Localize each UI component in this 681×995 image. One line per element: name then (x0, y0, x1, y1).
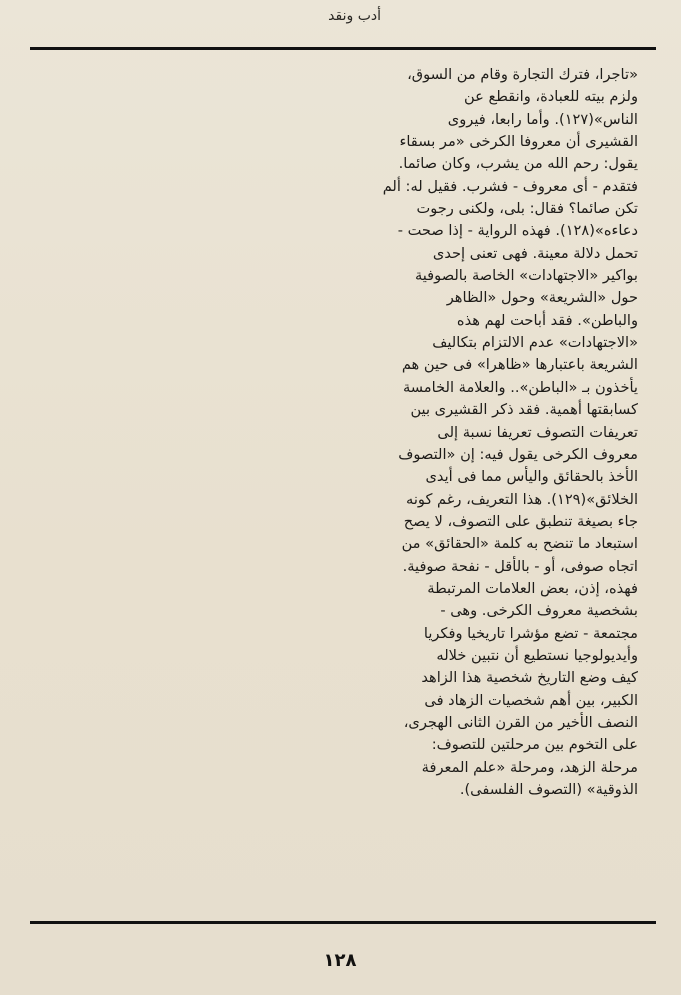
text-line: يقول: رحم الله من يشرب، وكان صائما. (398, 155, 638, 173)
text-line: الذوقية» (التصوف الفلسفى). (459, 781, 638, 798)
text-line: القشيرى أن معروفا الكرخى «مر بسقاء (399, 133, 638, 151)
text-line: الأخذ بالحقائق واليأس مما فى أيدى (425, 468, 638, 486)
text-line: والباطن». فقد أباحت لهم هذه (456, 311, 638, 329)
text-line: على التخوم بين مرحلتين للتصوف: (431, 736, 638, 754)
text-line: كسابقتها أهمية. فقد ذكر القشيرى بين (410, 401, 638, 419)
text-line: فهذه، إذن، بعض العلامات المرتبطة (427, 579, 638, 597)
text-line: بشخصية معروف الكرخى. وهى - (440, 602, 638, 620)
text-line: حول «الشريعة» وحول «الظاهر (446, 289, 638, 307)
text-line: الكبير، بين أهم شخصيات الزهاد فى (424, 691, 638, 709)
text-line: «الاجتهادات» عدم الالتزام بتكاليف (432, 334, 638, 352)
text-line: الناس»(١٢٧). وأما رابعا، فيروى (447, 110, 638, 128)
text-line: اتجاه صوفى، أو - بالأقل - نفحة صوفية. (402, 557, 638, 575)
text-line: مجتمعة - تضع مؤشرا تاريخيا وفكريا (423, 624, 638, 642)
text-line: الشريعة باعتبارها «ظاهرا» فى حين هم (401, 356, 638, 374)
text-line: فتقدم - أى معروف - فشرب. فقيل له: ألم (382, 177, 638, 195)
text-line: وأيديولوجيا نستطيع أن نتبين خلاله (436, 646, 638, 664)
text-line: دعاءه»(١٢٨). فهذه الرواية - إذا صحت - (397, 222, 638, 240)
running-head: أدب ونقد (328, 8, 381, 24)
text-line: كيف وضع التاريخ شخصية هذا الزاهد (421, 669, 638, 687)
text-line: النصف الأخير من القرن الثانى الهجرى، (403, 713, 638, 731)
text-line: الخلائق»(١٢٩). هذا التعريف، رغم كونه (406, 490, 638, 508)
text-line: ولزم بيته للعبادة، وانقطع عن (464, 88, 638, 106)
top-rule (30, 47, 656, 50)
text-line: جاء بصيغة تنطبق على التصوف، لا يصح (403, 512, 638, 530)
text-line: مرحلة الزهد، ومرحلة «علم المعرفة (421, 758, 638, 776)
page-number: ١٢٨ (323, 950, 357, 971)
body-text (350, 64, 638, 801)
bottom-rule (30, 921, 656, 924)
text-line: «تاجرا، فترك التجارة وقام من السوق، (407, 66, 638, 83)
text-line: معروف الكرخى يقول فيه: إن «التصوف (398, 445, 638, 463)
text-line: تعريفات التصوف تعريفا نسبة إلى (437, 423, 638, 441)
text-line: استبعاد ما تنضح به كلمة «الحقائق» من (401, 535, 638, 553)
text-line: يأخذون بـ «الباطن».. والعلامة الخامسة (402, 378, 638, 396)
text-line: بواكير «الاجتهادات» الخاصة بالصوفية (414, 267, 638, 285)
text-line: تكن صائما؟ فقال: بلى، ولكنى رجوت (416, 200, 638, 218)
text-line: تحمل دلالة معينة. فهى تعنى إحدى (432, 244, 638, 262)
